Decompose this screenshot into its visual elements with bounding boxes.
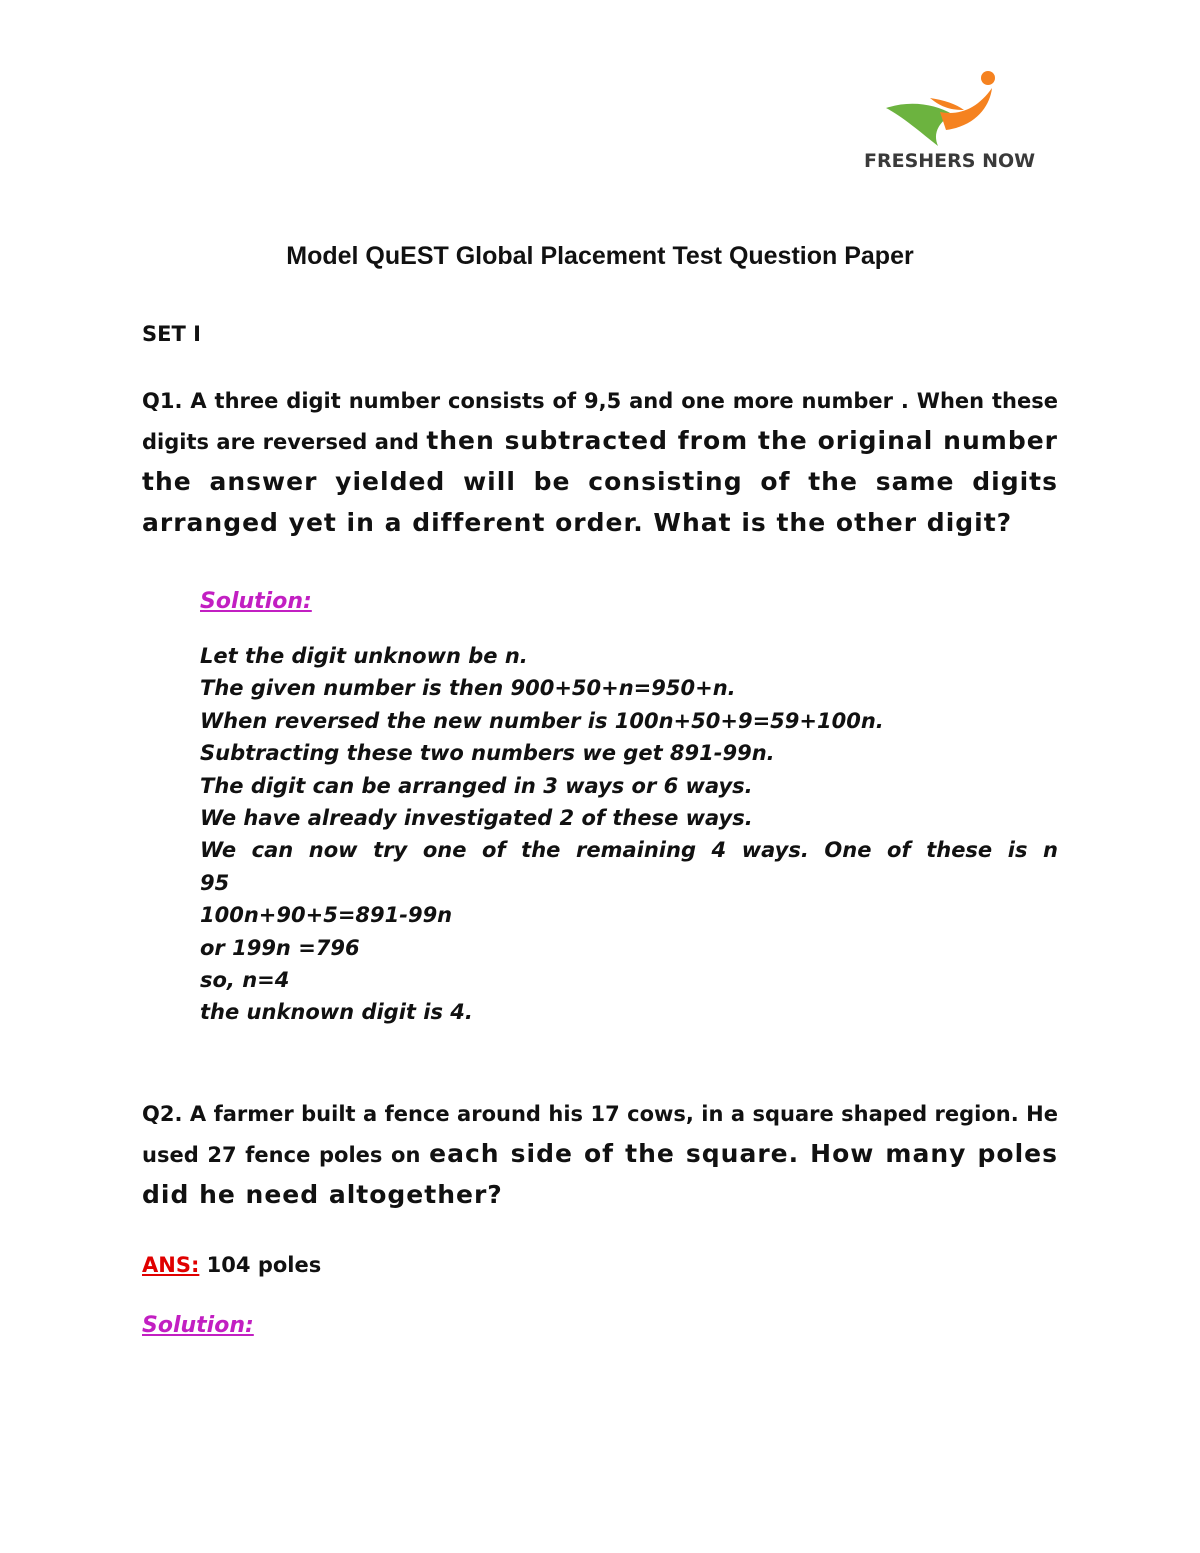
question-1-text-part1: Q1. A three digit number consists of 9,5 and one more number . When these digits are reversed and [142, 389, 1058, 454]
question-1 [142, 382, 1058, 545]
solution-line: the unknown digit is 4. [200, 1000, 473, 1025]
solution-line: The given number is then 900+50+n=950+n. [200, 676, 736, 701]
answer-label: ANS: [142, 1252, 200, 1277]
question-2-solution-label: Solution: [142, 1312, 254, 1338]
freshers-now-logo [860, 70, 1036, 180]
document-body [142, 322, 1058, 1338]
solution-line: 100n+90+5=891-99n [200, 903, 453, 928]
question-2-answer [142, 1253, 1058, 1277]
question-1-text-part2: then subtracted from the original number the answer yielded will be consisting of the same digits arranged yet in a different order. What is the other digit? [142, 426, 1059, 537]
solution-line: 95 [200, 870, 230, 895]
question-2-text-part2: each side of the square. How many poles did he need altogether? [142, 1138, 1058, 1209]
logo-swoosh-icon [880, 70, 1020, 150]
question-2 [142, 1095, 1058, 1217]
solution-line: Subtracting these two numbers we get 891-99n. [200, 741, 775, 766]
solution-line: We can now try one of the remaining 4 ways. One of these is n [200, 838, 1058, 863]
solution-line: so, n=4 [200, 968, 290, 993]
solution-line: The digit can be arranged in 3 ways or 6 ways. [200, 773, 753, 798]
question-1-solution [142, 589, 1058, 1029]
answer-value: 104 poles [199, 1252, 322, 1277]
brand-name: FRESHERS NOW [864, 150, 1036, 172]
set-label: SET I [142, 322, 201, 346]
solution-line: When reversed the new number is 100n+50+9=59+100n. [200, 708, 884, 733]
page-title: Model QuEST Global Placement Test Question Paper [286, 242, 914, 270]
solution-line: or 199n =796 [200, 935, 360, 960]
question-2-text-part1: Q2. A farmer built a fence around his 17 cows, in a square shaped region. He used 27 fence poles on [142, 1101, 1058, 1167]
solution-steps [200, 640, 1058, 1029]
solution-label: Solution: [200, 589, 312, 614]
solution-line: We have already investigated 2 of these ways. [200, 806, 753, 831]
solution-line: Let the digit unknown be n. [200, 644, 528, 668]
